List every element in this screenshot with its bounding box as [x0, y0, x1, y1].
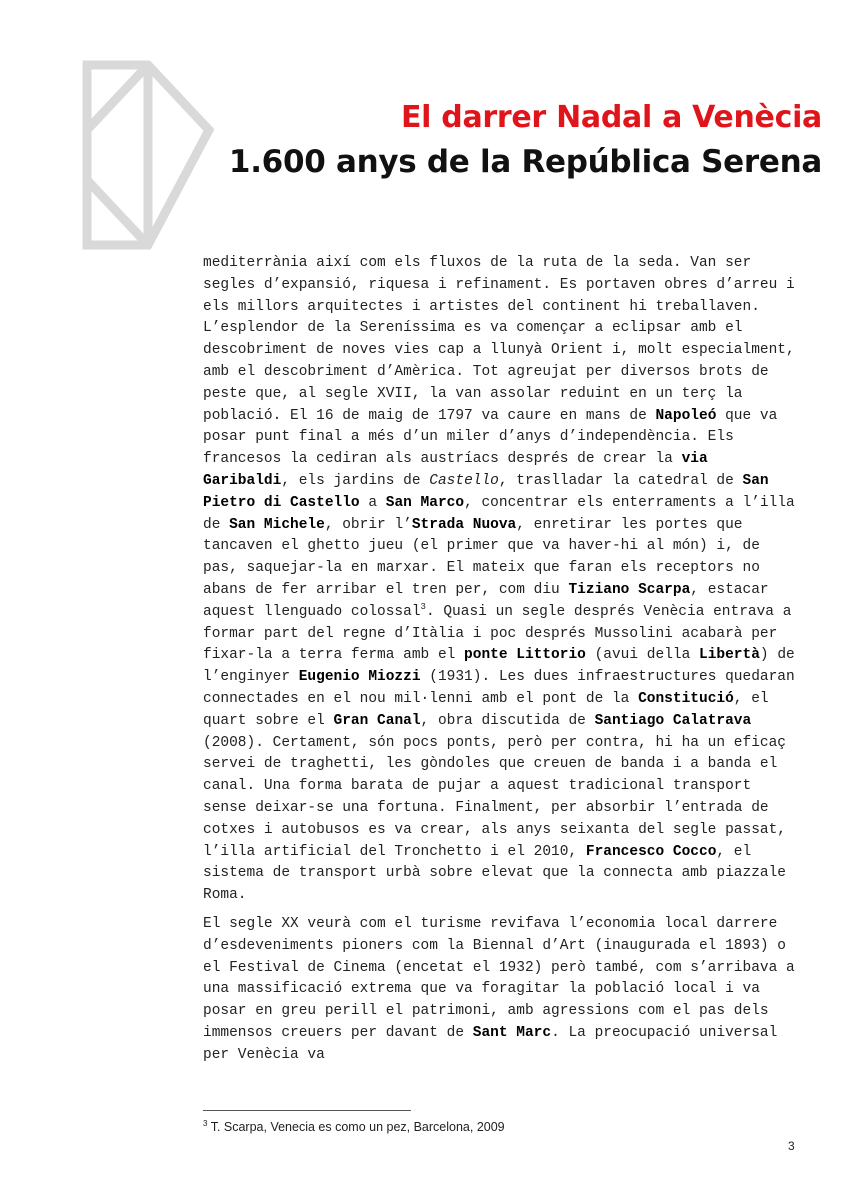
- bold-term: Constitució: [638, 690, 734, 707]
- bold-term: Napoleó: [655, 407, 717, 424]
- bold-term: Sant Marc: [472, 1024, 552, 1041]
- text-run: , estacar aquest llenguado colossal: [203, 581, 769, 620]
- text-run: (1931). Les dues infraestructures quedaran connectades en el nou mil·lenni amb el pont de la: [203, 669, 795, 707]
- bold-term: Santiago Calatrava: [594, 712, 752, 729]
- text-run: , obrir l’: [324, 516, 412, 533]
- text-run: , el quart sobre el: [203, 690, 769, 729]
- text-run: , el sistema de transport urbà sobre elevat que la connecta amb piazzale Roma.: [203, 843, 786, 904]
- bold-term: Gran Canal: [333, 712, 421, 729]
- footnote: [203, 1120, 505, 1134]
- bold-term: via Garibaldi: [203, 451, 708, 489]
- text-run: ) de l’enginyer: [203, 647, 795, 686]
- footnote-divider: [203, 1110, 411, 1111]
- bold-term: Eugenio Miozzi: [298, 669, 421, 686]
- bold-term: ponte Littorio: [464, 647, 586, 664]
- bold-term: Tiziano Scarpa: [568, 581, 691, 598]
- bold-term: Strada Nuova: [411, 516, 517, 533]
- text-run: , enretirar les portes que tancaven el ghetto jueu (el primer que va haver-hi al món) i, de pas, saquejar-la en marxar. El mateix que faran els receptors no abans de fer arribar el tren per, com diu: [203, 516, 760, 598]
- footnote-marker: 3: [203, 1118, 208, 1128]
- text-run: . Quasi un segle després Venècia entrava a formar part del regne d’Itàlia i poc després Mussolini acabarà per fixar-la a terra ferma amb el: [203, 603, 792, 664]
- bold-term: San Pietro di Castello: [203, 472, 769, 511]
- italic-term: Castello: [429, 472, 499, 489]
- body-text: [203, 253, 803, 1066]
- bold-term: Libertà: [699, 647, 760, 664]
- text-run: que va posar punt final a més d’un miler d’anys d’independència. Els francesos la cediran als austríacs després de crear la: [203, 407, 778, 468]
- text-run: . La preocupació universal per Venècia va: [203, 1024, 778, 1063]
- publisher-logo-icon: [82, 60, 214, 250]
- paragraph-1: [203, 253, 803, 907]
- text-run: a: [359, 494, 386, 511]
- text-run: (2008). Certament, són pocs ponts, però per contra, hi ha un eficaç servei de traghetti, les gòndoles que creuen de banda i a banda el canal. Una forma barata de pujar a aquest tradicional transport sense deixar-se una fortuna. Finalment, per absorbir l’entrada de cotxes i autobusos es va crear, als anys seixanta del segle passat, l’illa artificial del Tronchetto i el 2010,: [203, 734, 786, 860]
- paragraph-2: [203, 914, 803, 1067]
- text-run: El segle XX veurà com el turisme revifava l’economia local darrere d’esdeveniments pioners com la Biennal d’Art (inaugurada el 1893) o el Festival de Cinema (encetat el 1932) però també, com s’arribava a una massificació extrema que va foragitar la població local i va posar en greu perill el patrimoni, amb agressions com el pas dels immensos creuers per davant de: [203, 915, 795, 1041]
- text-run: , concentrar els enterraments a l’illa de: [203, 494, 795, 533]
- footnote-text: T. Scarpa, Venecia es como un pez, Barcelona, 2009: [207, 1120, 505, 1134]
- text-run: (avui della: [585, 647, 699, 664]
- bold-term: San Michele: [229, 516, 325, 533]
- bold-term: San Marco: [385, 494, 465, 511]
- text-run: , els jardins de: [281, 472, 430, 489]
- page-title: El darrer Nadal a Venècia: [400, 100, 822, 135]
- text-run: , obra discutida de: [420, 712, 595, 729]
- page-subtitle: 1.600 anys de la República Serena: [228, 144, 822, 180]
- text-run: mediterrània així com els fluxos de la ruta de la seda. Van ser segles d’expansió, riquesa i refinament. Es portaven obres d’arreu i els millors arquitectes i artistes del continent hi treballaven. L’esplendor de la Sereníssima es va començar a eclipsar amb el descobriment de noves vies cap a llunyà Orient i, molt especialment, amb el descobriment d’Amèrica. Tot agreujat per diversos brots de peste que, al segle XVII, la van assolar reduint en un terç la població. El 16 de maig de 1797 va caure en mans de: [203, 255, 795, 424]
- page-number: 3: [788, 1139, 795, 1153]
- bold-term: Francesco Cocco: [585, 843, 717, 860]
- footnote-ref: 3: [420, 601, 426, 612]
- text-run: , traslladar la catedral de: [498, 472, 743, 489]
